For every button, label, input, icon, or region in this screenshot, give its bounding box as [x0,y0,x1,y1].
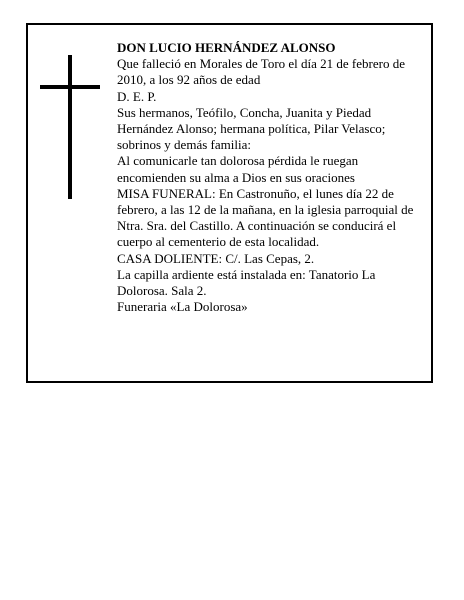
funeral-mass-info: MISA FUNERAL: En Castronuño, el lunes día 22 de febrero, a las 12 de la mañana, en la iglesia parroquial de Ntra. Sra. del Castillo. A continuación se conducirá el cuerpo al cementerio de esta localidad. [117,185,414,250]
mourning-house: CASA DOLIENTE: C/. Las Cepas, 2. [117,250,315,266]
funeral-home: Funeraria «La Dolorosa» [117,299,248,315]
obituary-notice [26,23,433,383]
chapel-info: La capilla ardiente está instalada en: Tanatorio La Dolorosa. Sala 2. [117,266,376,299]
deceased-name: DON LUCIO HERNÁNDEZ ALONSO [117,40,336,55]
family-members: Sus hermanos, Teófilo, Concha, Juanita y Piedad Hernández Alonso; hermana política, Pilar Velasco; sobrinos y demás familia: [117,104,386,153]
cross-horizontal-bar [40,85,100,89]
death-details: Que falleció en Morales de Toro el día 21 de febrero de 2010, a los 92 años de edad [117,56,405,88]
prayer-request: Al comunicarle tan dolorosa pérdida le ruegan encomienden su alma a Dios en sus oraciones [117,153,359,185]
rest-in-peace: D. E. P. [117,88,157,104]
cross-vertical-bar [68,55,72,199]
cross-icon [40,55,100,199]
notice-text [117,40,423,315]
